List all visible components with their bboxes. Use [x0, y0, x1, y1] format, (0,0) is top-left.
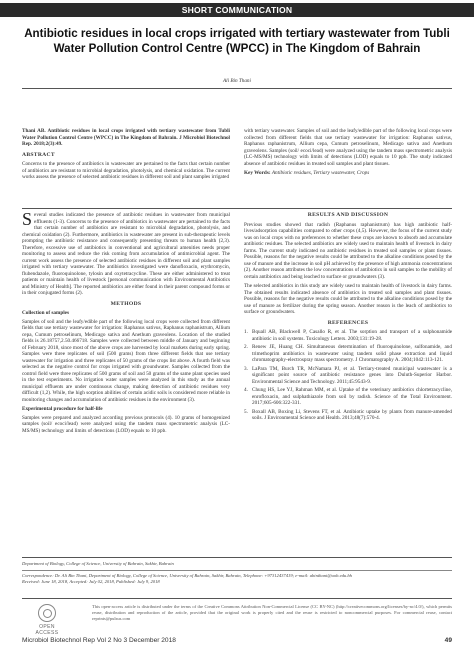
- references-heading: REFERENCES: [327, 319, 369, 326]
- divider: [22, 557, 452, 558]
- introduction: [22, 212, 230, 297]
- methods-heading: METHODS: [110, 300, 142, 307]
- divider: [22, 598, 452, 599]
- abstract-text-right: with tertiary wastewater. Samples of soil and the leafy/edible part of the following local crops were collected from different fields that use tertiary wastewater for irrigation: Raphanus sativus, Raphanus raphanistrum, Allium cepa, Cumum petroselinum, Medicago sativa and Anethum graveolens. Samples (soil/ ecoci/lead) were analyzed using the tandem mass spectrometric analysis (LC-MS/MS) technology with limits of detections (LOD) equals to 10 ppb. The study indicated absence of antibiotic residues in treated soil samples and plant tissues.: [244, 128, 452, 167]
- divider: [22, 208, 452, 209]
- keywords-label: Key Words:: [244, 170, 271, 176]
- collection-subheading: Collection of samples: [22, 310, 69, 316]
- reference-item: 4. Chung HS, Lee YJ, Rahman MM, et al. Uptake of the veterinary antibiotics chlortetracycline, enrofloxacin, and sulphathiazole from soil by radish. Science of the Total Environment. 2017;605-606:322-331.: [244, 387, 452, 406]
- body-right-column: [244, 212, 452, 550]
- results-paragraph-2: The selected antibiotics in this study are widely used to maintain health of livestock in dairy farms. The obtained results indicated absence of antibiotics in treated soil samples and plant tissues. Possible, reasons for the negative results could be attributed to the alkaline conditions posed by the use of manure as fertilizer during the spring season. Another reason is the leach of antibiotics to surface or groundwaters.: [244, 283, 452, 315]
- experimental-paragraph: Samples were prepared and analyzed according previous protocols (4). 10 grams of homogenized samples (soil/ ecoci/lead) were analyzed using the tandem mass spectrometric analysis (LC-MS/MS) technology and limits of detections (LOD) equals to 10 ppb.: [22, 414, 230, 434]
- page-footer: [22, 637, 452, 644]
- author-line: Ali Bin Thani: [223, 78, 251, 84]
- divider: [22, 88, 452, 89]
- body-left-column: [22, 212, 230, 550]
- page-number: 49: [444, 637, 452, 644]
- correspondence: Correspondence: Dr. Ali Bin Thani, Department of Biology, College of Science, University of Bahrain, Sakhir, Bahrain, Telephone: +97312437419; e-mail: abinthani@uob.edu.bh: [22, 572, 352, 578]
- open-access-label: OPEN ACCESS: [35, 624, 59, 636]
- keywords: Antibiotic residues, Tertiary wastewater, Crops: [271, 170, 370, 176]
- results-paragraph-1: Previous studies showed that radish (Raphanus raphanistrum) has high antibiotic half-lives/adsorption capabilities compared to other crops (4,5). However, the focus of the current study was on local crops with no preferences to whether these crops are known to absorb and accumulate antibiotic residues. The selected antibiotics are widely used to maintain health of livestock in dairy farms. The current study indicated no antibiotic residues in treated soil samples or plant tissues. Possible, reasons for the negative results could be attributed to the alkaline conditions posed by the use of manure and the increase in soil pH achieved by the presence of high ammonia concentrations (2). Another reason attributes the low concentrations of antibiotics in soil samples to the mobility of certain antibiotics and being leached to surface or groundwaters (3).: [244, 221, 452, 280]
- article-type-banner: SHORT COMMUNICATION: [0, 3, 474, 17]
- reference-item: 2. Renew JE, Huang CH. Simultaneous determination of fluoroquinolone, sulfonamide, and trimethoprim antibiotics in wastewater using tandem solid phase extraction and liquid chromatography-electrospray mass spectrometry. J Chromatography A. 2004;1042:113-121.: [244, 344, 452, 363]
- open-access-logo: [30, 604, 64, 636]
- abstract-heading: ABSTRACT: [22, 151, 55, 158]
- experimental-subheading: Experimental procedure for half-life: [22, 406, 103, 412]
- drop-cap: S: [22, 212, 33, 229]
- publication-dates: Received: June 18, 2018, Accepted: July 02, 2018, Published: July 9, 2018: [22, 578, 160, 584]
- abstract-text-left: Concerns to the presence of antibiotics in wastewater are pertained to the facts that certain number of antibiotics are resistant to microbial degradation, photolysis, and chemical oxidation. The current works assess the presence of selected antibiotic residues in different soil and plant samples irrigated: [22, 161, 230, 180]
- footnotes: [22, 561, 452, 584]
- article-title: Antibiotic residues in local crops irrigated with tertiary wastewater from Tubli Water Pollution Control Centre (WPCC) in The Kingdom of Bahrain: [24, 27, 450, 55]
- reference-item: 1. Bquall AB, Blackwell P, Casallo R, et al. The sorption and transport of a sulphonamide antibiotic in soil systems. Toxicology Letters. 2003;131:19-28.: [244, 329, 452, 342]
- affiliation: Department of Biology, College of Science, University of Bahrain, Sakhir, Bahrain: [22, 561, 174, 566]
- results-heading: RESULTS AND DISCUSSION: [307, 212, 389, 218]
- reference-item: 3. LaPara TM, Burch TR, McNamara PJ, et al. Tertiary-treated municipal wastewater is a significant point source of antibiotic resistance genes into Duluth-Superior Harbor. Environmental Science and Technology. 2011;45:9543-9.: [244, 365, 452, 385]
- introduction-text: everal studies indicated the presence of antibiotic residues in wastewater from municipal effluents (1-3). Concerns to the presence of antibiotics in wastewater are pertained to the facts that certain number of antibiotics are resistant to microbial degradation, photolysis, and chemical oxidation (2). Furthermore, antibiotics in wastewater are present in sub-therapeutic levels prompting the antibiotic resistance and consequently presenting threats to human health (2,3). Therefore, excessive use of antibiotics in conventional and agricultural amenities needs proper monitoring to assess and reduce the risk coming from accumulation of antimicrobial agent. The current work assess the presence of selected antibiotic residues in different soil and plant samples irrigated with tertiary wastewater. The antibiotics investigated were danofloxacin, erythromycin, flubendazole, fluoroquinolone, tylosin and oxytetracycline. These are either administered to treat patients or maintain health of livestock [personal communication with Environmental Antibiotics and Ministry of Health]. The reported antibiotics are either found in their parent compound forms or in their conjugated forms (2).: [22, 212, 230, 296]
- reference-item: 5. Boxall AB, Boxing Li, Stevens FT, et al. Antibiotic uptake by plants from manure-amended soils. J Environmental Science and Health. 2013;48(7):570-4.: [244, 408, 452, 421]
- open-access-icon: [38, 604, 56, 622]
- journal-footer: Microbiol Biotechnol Rep Vol 2 No 3 December 2018: [22, 637, 176, 644]
- license-text: This open-access article is distributed under the terms of the Creative Commons Attribution Non-Commercial License (CC BY-NC) (http://creativecommons.org/licenses/by-nc/4.0/), which permits reuse, distribution and reproduction of the article, provided that the original work is properly cited and the reuse is restricted to noncommercial purposes. For commercial reuse, contact reprints@pulsus.com: [92, 604, 452, 621]
- methods-paragraph: Samples of soil and the leafy/edible part of the following local crops were collected from different fields that use tertiary wastewater for irrigation: Raphanus sativus, Raphanus raphanistrum, Allium cepa, Cumum petroselinum, Medicago sativa and Anethum graveolens. Location of the studied fields is 26.18757,2.50.466718. Samples were collected between middle of January and beginning of February 2018, since most of the above crops are harvested by local markets during early spring. Samples were three replicates of soil (500 grams) from three different fields that use tertiary wastewater for irrigation and three replicates of 50 grams of the crops list above. A fourth field was selected as the negative control for crops irrigated with groundwater. Samples collected from the control field were three replicates of 500 grams of soil and 50 grams of the same plant species used in the test experiments. No irrigation water samples were analyzed in this study as the annual municipal effluents are under continuous change, making detection of antibiotic residues very difficult (1,2). While, the high sorption abilities of certain acidic soils is considered more reliable in monitoring changes and accumulation of antibiotic residues in the environment (3).: [22, 318, 230, 403]
- citation: Thani AB. Antibiotic residues in local crops irrigated with tertiary wastewater from Tubli Water Pollution Control Centre (WPCC) in The Kingdom of Bahrain. J Microbiol Biotechnol Rep. 2018;2(3):49.: [22, 128, 230, 147]
